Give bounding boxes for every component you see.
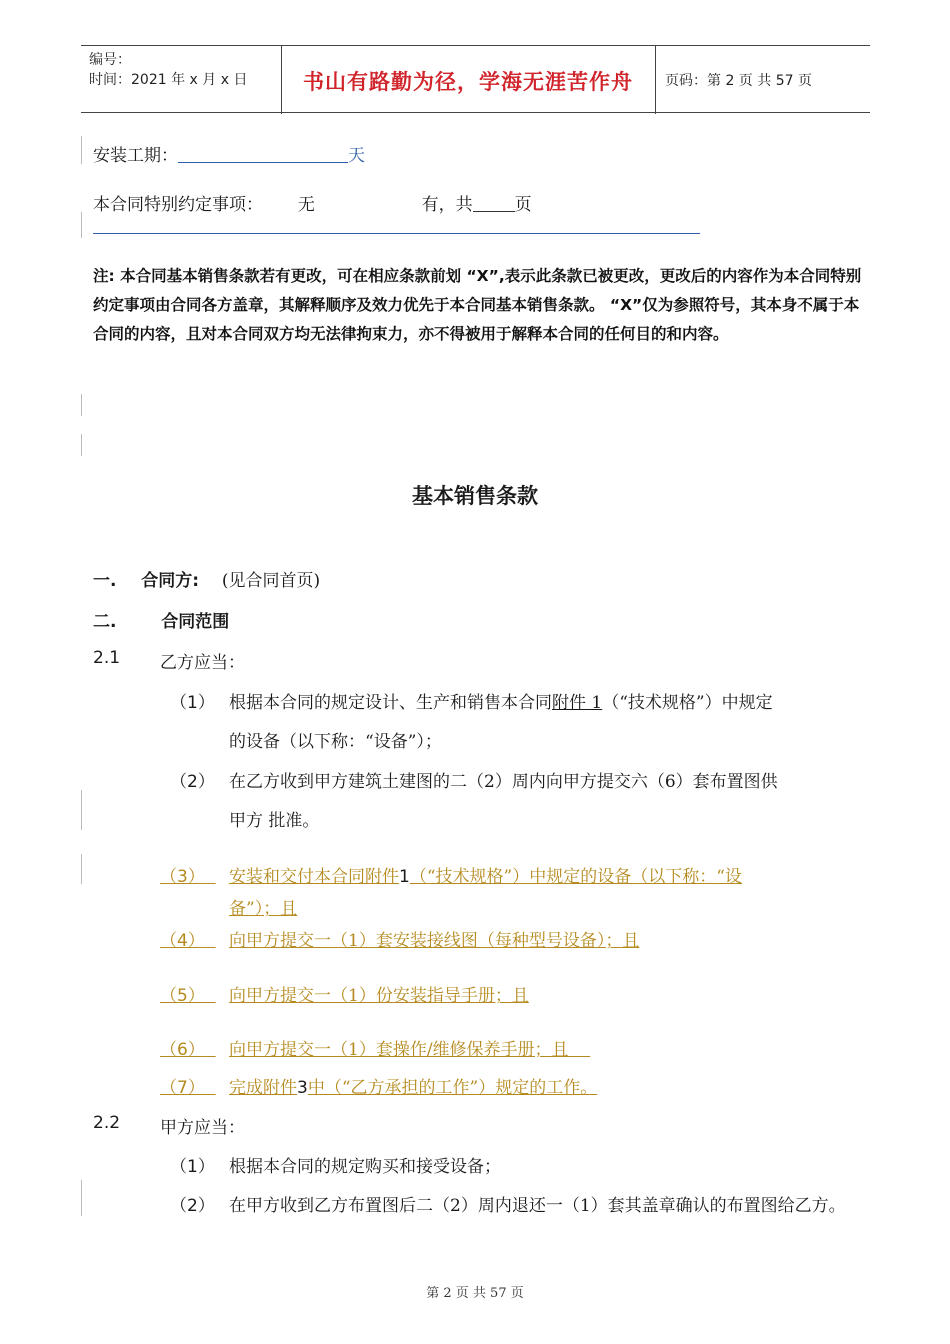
revised-item-text-part: 安装和交付本合同附件: [229, 867, 399, 887]
page-header: [81, 45, 870, 113]
special-terms-label: 本合同特别约定事项：: [93, 195, 263, 215]
clause-1-text: (见合同首页): [221, 571, 321, 591]
header-left: [89, 50, 247, 90]
install-period-suffix: 天: [348, 146, 365, 166]
revised-item-number-text: （6）: [160, 1040, 205, 1060]
revised-item-number: [160, 1035, 216, 1060]
item-text: 的设备（以下称：“设备”）；: [229, 732, 442, 752]
special-terms-pages: 页: [514, 195, 532, 215]
revised-item-text-part: 中（“乙方承担的工作”）规定的工作。: [307, 1078, 598, 1098]
revised-item-number-text: （4）: [160, 931, 205, 951]
clause-2-2-number: 2.2: [93, 1113, 121, 1133]
header-number-label: 编号：: [89, 52, 131, 68]
page-footer: 第 2 页 共 57 页: [426, 1286, 524, 1301]
clause-2-label: 合同范围: [161, 612, 230, 632]
item-text: 在乙方收到甲方建筑土建图的二（2）周内向甲方提交六（6）套布置图供: [229, 772, 778, 792]
header-divider: [655, 46, 656, 114]
item-text-part: 根据本合同的规定设计、生产和销售本合同: [229, 693, 552, 713]
appendix-link[interactable]: 附件 1: [552, 693, 603, 713]
clause-2: [93, 607, 229, 632]
margin-mark: [81, 434, 82, 456]
item-text: [229, 688, 773, 713]
special-terms-none: 无: [297, 195, 315, 215]
item-text: 甲方 批准。: [229, 811, 320, 831]
revised-item-number-text: （5）: [160, 986, 205, 1006]
revised-item-number-text: （7）: [160, 1078, 205, 1098]
clause-1-number: 一.: [93, 571, 117, 591]
margin-mark: [81, 136, 82, 164]
item-number: （1）: [170, 693, 215, 713]
revised-item-number-text: （3）: [160, 867, 205, 887]
install-period-line: [93, 141, 365, 166]
revised-item-number: [160, 1073, 216, 1098]
header-page-info: 页码：第 2 页 共 57 页: [665, 73, 812, 89]
clause-2-2-text: 甲方应当：: [160, 1118, 245, 1138]
revised-item-text: [229, 1073, 597, 1098]
revised-item-text-part: 1: [399, 867, 410, 887]
revised-item-text: 向甲方提交一（1）份安装指导手册；且: [229, 986, 529, 1006]
clause-1-label: 合同方:: [141, 571, 200, 591]
item-text-part: （“技术规格”）中规定: [602, 693, 773, 713]
item-number: （2）: [170, 1196, 215, 1216]
clause-2-1-text: 乙方应当：: [160, 653, 245, 673]
header-time-label: 时间：2021 年 x 月 x 日: [89, 72, 248, 88]
special-terms-line: [93, 190, 532, 215]
clause-1: [93, 566, 320, 591]
margin-mark: [81, 790, 82, 830]
revised-item-text-part: 3: [297, 1078, 308, 1098]
revised-item-number: [160, 862, 216, 887]
margin-mark: [81, 854, 82, 884]
clause-2-1: [93, 648, 120, 668]
revised-item-text-part: （“技术规格”）中规定的设备（以下称：“设: [409, 867, 742, 887]
clause-2-2: [93, 1113, 120, 1133]
special-terms-have: 有，共: [421, 195, 473, 215]
item-text: 根据本合同的规定购买和接受设备；: [229, 1157, 501, 1177]
revised-item-number: [160, 926, 216, 951]
margin-mark: [81, 1180, 82, 1216]
margin-mark: [81, 394, 82, 416]
clause-2-1-number: 2.1: [93, 648, 121, 668]
revised-item-text-part: 向甲方提交一（1）套操作/维修保养手册；且: [229, 1040, 569, 1060]
install-period-label: 安装工期：: [93, 146, 178, 166]
revised-item-text: 备”）；且: [229, 899, 298, 919]
header-motto: 书山有路勤为径，学海无涯苦作舟: [303, 69, 633, 94]
install-period-blank[interactable]: [178, 145, 348, 163]
revised-item-text-part: 完成附件: [229, 1078, 297, 1098]
revised-item-text: [229, 862, 742, 887]
revision-note: 注: 本合同基本销售条款若有更改，可在相应条款前划 “X”,表示此条款已被更改，更改后的内容作为本合同特别约定事项由合同各方盖章，其解释顺序及效力优先于本合同基本销售条款。 “X”仅为参照符号，其本身不属于本合同的内容，且对本合同双方均无法律拘束力，亦不得被用于解释本合同的任何目的和内容。: [93, 267, 862, 343]
item-number: （1）: [170, 1157, 215, 1177]
item-number: （2）: [170, 772, 215, 792]
revised-item-text: [229, 1035, 590, 1060]
special-terms-rule: [93, 233, 700, 234]
margin-mark: [81, 212, 82, 238]
revised-item-number: [160, 981, 216, 1006]
item-text: 在甲方收到乙方布置图后二（2）周内退还一（1）套其盖章确认的布置图给乙方。: [229, 1196, 846, 1216]
clause-2-number: 二.: [93, 612, 117, 632]
revised-item-text: 向甲方提交一（1）套安装接线图（每种型号设备）；且: [229, 931, 640, 951]
special-terms-page-blank[interactable]: [473, 194, 515, 212]
section-title: 基本销售条款: [412, 484, 538, 508]
